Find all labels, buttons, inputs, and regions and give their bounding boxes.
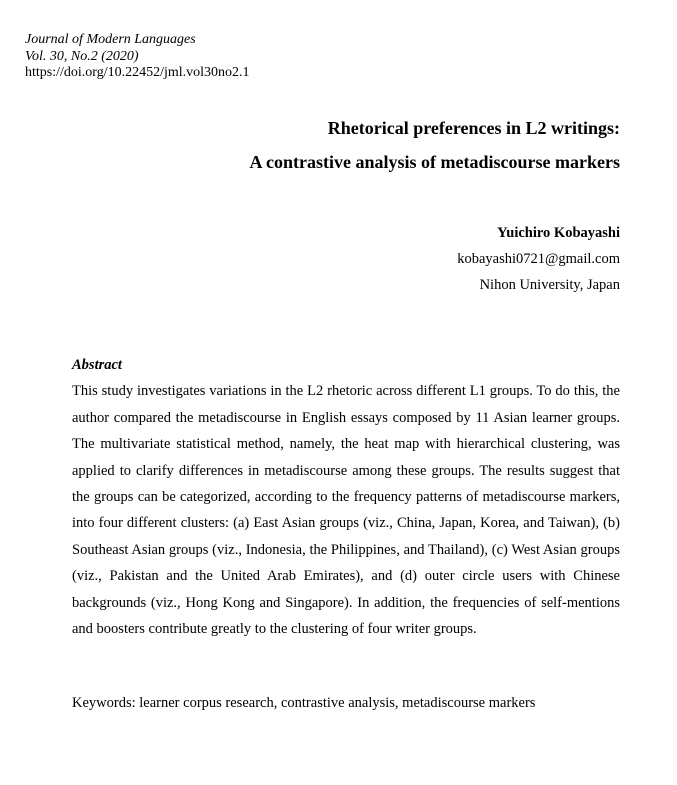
journal-name: Journal of Modern Languages	[25, 32, 196, 47]
author-name: Yuichiro Kobayashi	[497, 225, 620, 241]
abstract-section	[72, 352, 620, 642]
journal-header	[25, 32, 250, 82]
journal-doi[interactable]: https://doi.org/10.22452/jml.vol30no2.1	[25, 65, 250, 80]
keywords-section	[72, 690, 535, 716]
author-block	[457, 220, 620, 298]
author-email[interactable]: kobayashi0721@gmail.com	[457, 251, 620, 267]
paper-title	[250, 111, 620, 179]
author-affiliation: Nihon University, Japan	[479, 277, 620, 293]
abstract-text: This study investigates variations in the L2 rhetoric across different L1 groups. To do this, the author compared the metadiscourse in English essays composed by 11 Asian learner groups. The multivariate statistical method, namely, the heat map with hierarchical clustering, was applied to clarify differences in metadiscourse among these groups. The results suggest that the groups can be categorized, according to the frequency patterns of metadiscourse markers, into four different clusters: (a) East Asian groups (viz., China, Japan, Korea, and Taiwan), (b) Southeast Asian groups (viz., Indonesia, the Philippines, and Thailand), (c) West Asian groups (viz., Pakistan and the United Arab Emirates), and (d) outer circle users with Chinese backgrounds (viz., Hong Kong and Singapore). In addition, the frequencies of self-mentions and boosters contribute greatly to the clustering of four writer groups.	[72, 383, 620, 638]
keywords-text: learner corpus research, contrastive analysis, metadiscourse markers	[139, 695, 536, 711]
abstract-heading: Abstract	[72, 357, 122, 373]
title-line-2: A contrastive analysis of metadiscourse markers	[249, 152, 620, 172]
keywords-label: Keywords:	[72, 695, 136, 711]
title-line-1: Rhetorical preferences in L2 writings:	[327, 118, 620, 138]
journal-volume: Vol. 30, No.2 (2020)	[25, 48, 139, 64]
